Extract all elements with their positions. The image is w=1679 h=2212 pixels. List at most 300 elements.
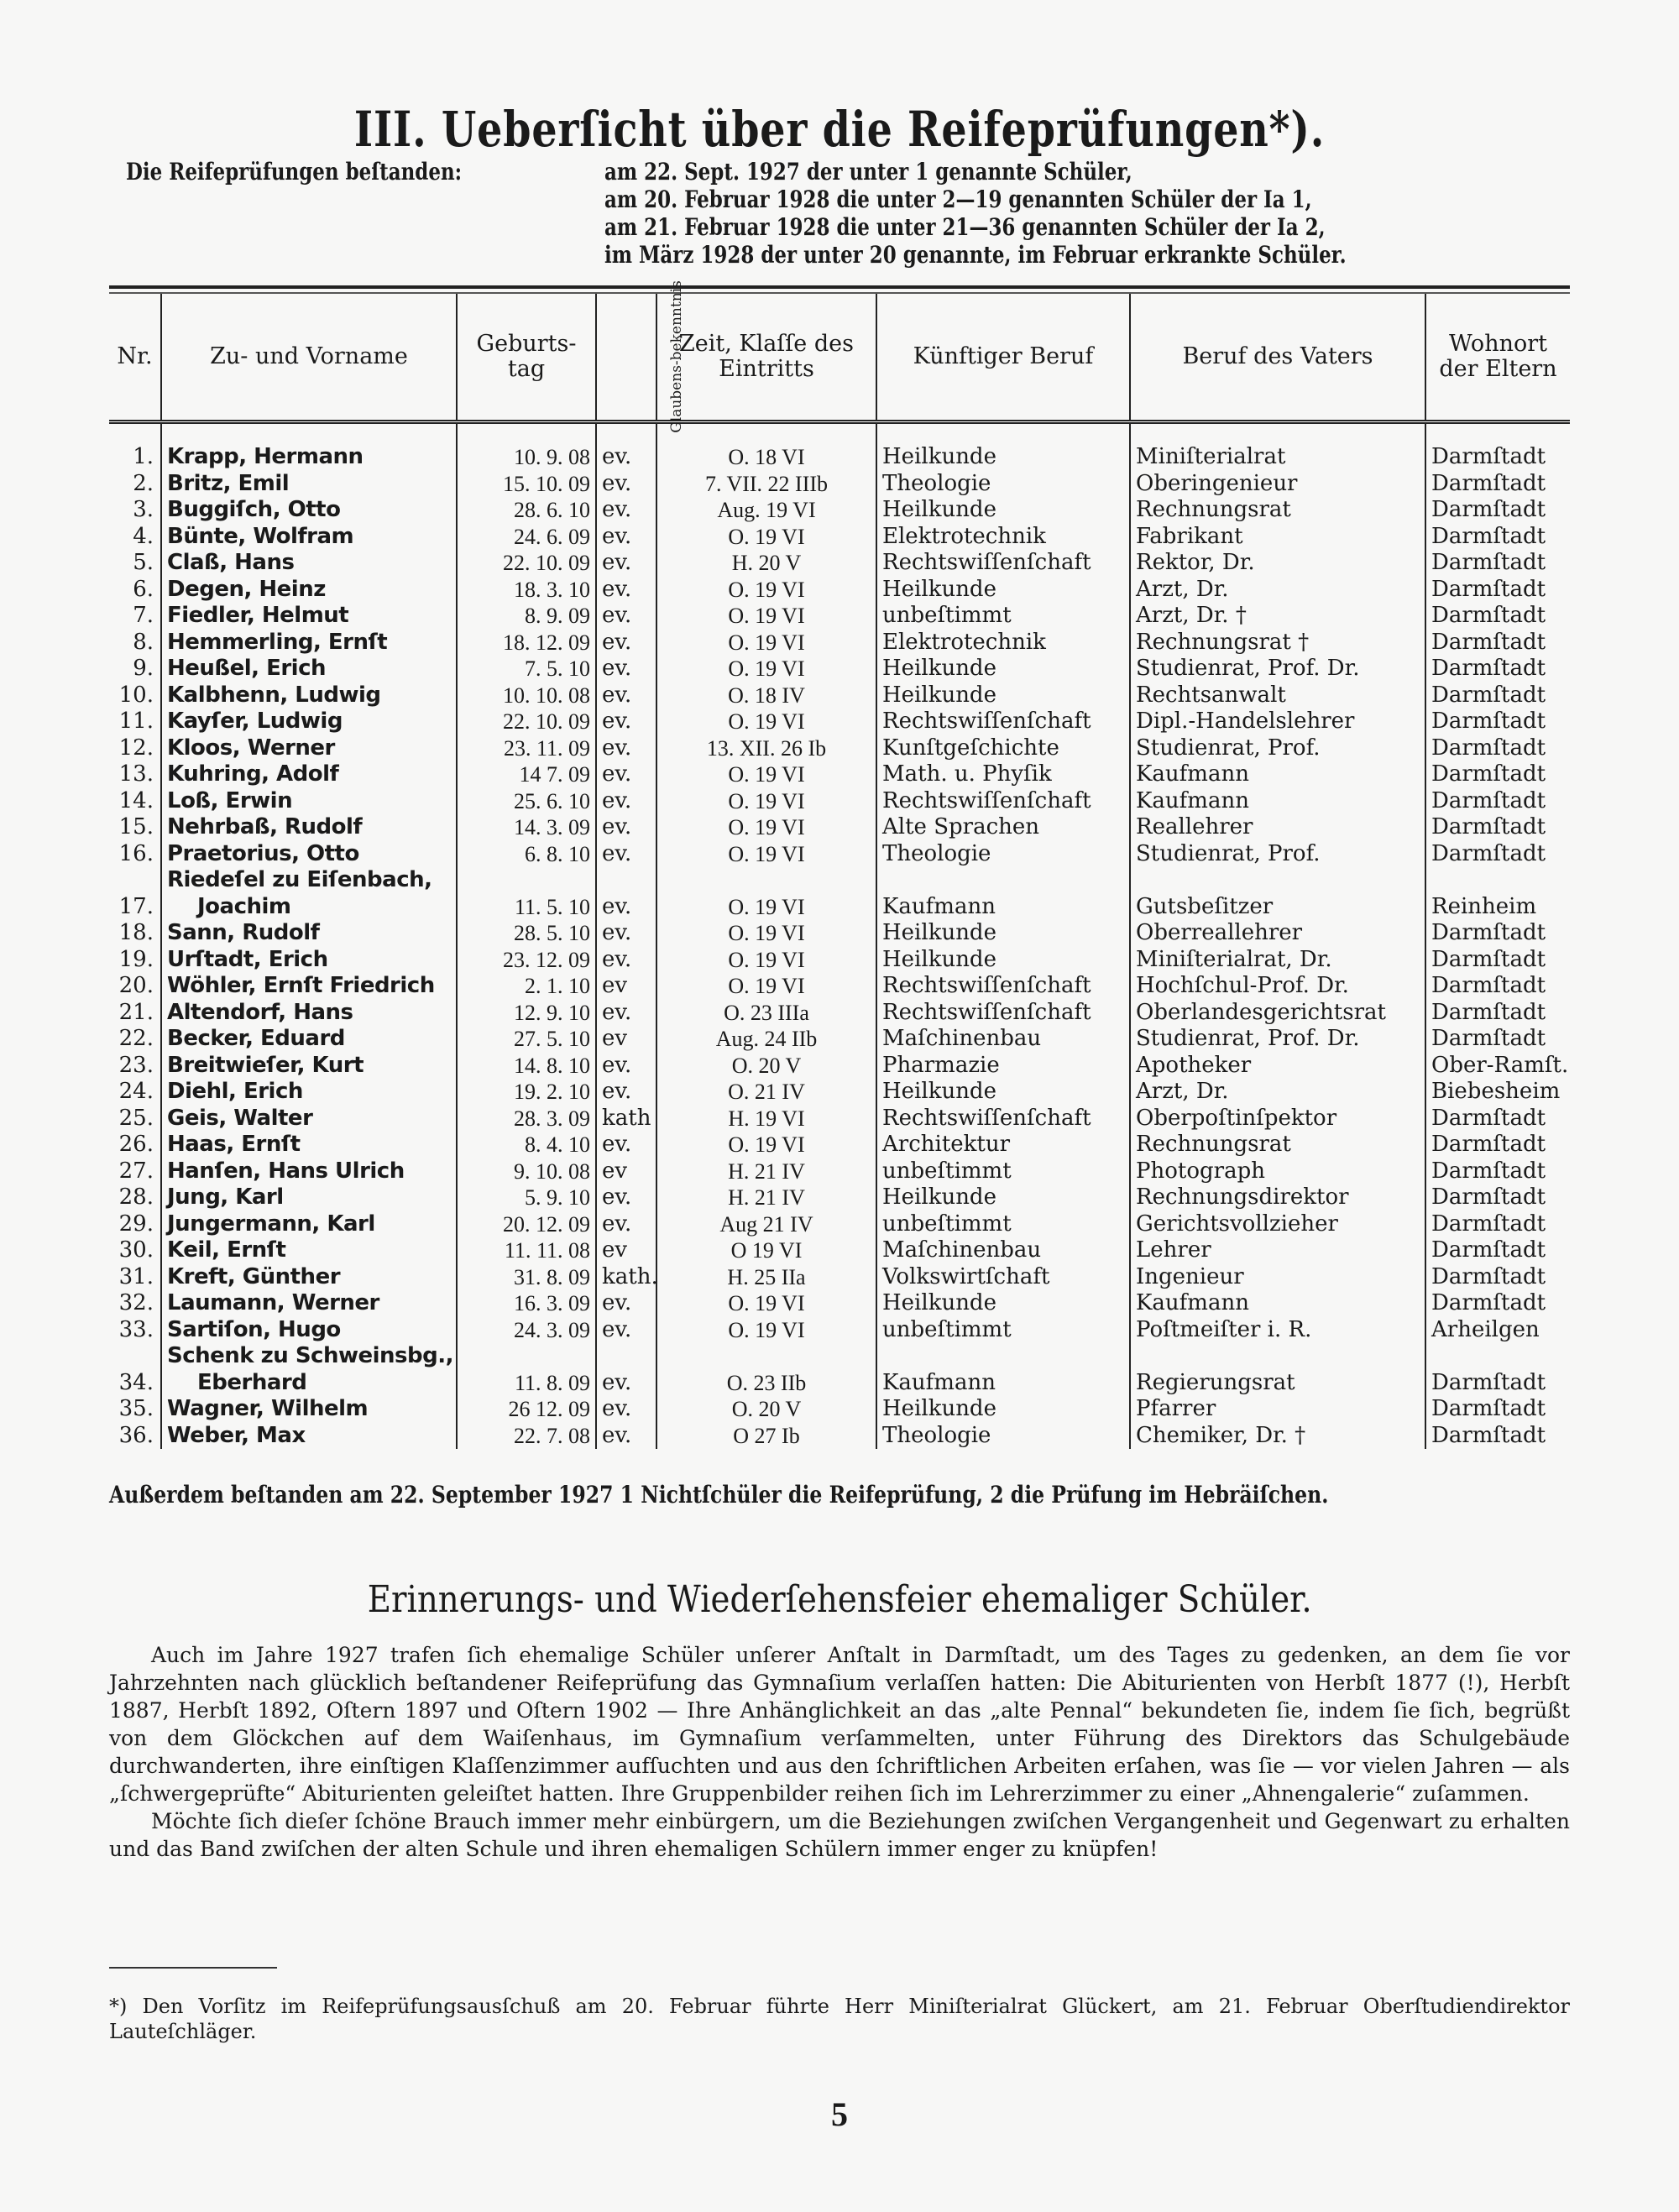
row-number: 20. xyxy=(118,973,154,998)
student-name: Urſtadt, Erich xyxy=(161,947,457,974)
student-name: Sann, Rudolf xyxy=(161,920,457,947)
col-header-entry: Zeit, Klaſſe des Eintritts xyxy=(656,294,876,422)
future-career: Rechtswiſſenſchaft xyxy=(876,788,1130,815)
table-row xyxy=(109,682,1570,709)
table-row xyxy=(109,577,1570,604)
father-occupation: Studienrat, Prof. Dr. xyxy=(1130,656,1425,682)
parents-residence: Darmſtadt xyxy=(1425,1184,1570,1211)
row-number: 4. xyxy=(133,523,154,549)
father-occupation: Hochſchul-Prof. Dr. xyxy=(1130,973,1425,1000)
birth-date: 23. 11. 09 xyxy=(457,735,596,762)
entry-class: H. 19 VI xyxy=(656,1106,876,1132)
row-number: 10. xyxy=(118,682,154,708)
father-occupation: Photograph xyxy=(1130,1158,1425,1185)
row-number: 26. xyxy=(118,1132,154,1157)
intro-line: am 22. Sept. 1927 der unter 1 genannte Schüler, xyxy=(604,158,1132,186)
row-number: 12. xyxy=(118,735,154,761)
entry-class: 13. XII. 26 Ib xyxy=(656,735,876,762)
footnote-rule xyxy=(109,1967,277,1969)
confession: ev. xyxy=(596,709,656,735)
father-occupation: Rechnungsdirektor xyxy=(1130,1184,1425,1211)
parents-residence: Darmſtadt xyxy=(1425,682,1570,709)
student-name: Kalbhenn, Ludwig xyxy=(161,682,457,709)
col-header-confession: Glaubens-bekenntnis xyxy=(596,294,656,422)
father-occupation: Studienrat, Prof. Dr. xyxy=(1130,1026,1425,1053)
future-career: unbeſtimmt xyxy=(876,1158,1130,1185)
entry-class: O. 19 VI xyxy=(656,947,876,974)
parents-residence: Darmſtadt xyxy=(1425,1000,1570,1027)
student-name: Kayſer, Ludwig xyxy=(161,709,457,735)
student-name: Breitwieſer, Kurt xyxy=(161,1053,457,1080)
father-occupation: Lehrer xyxy=(1130,1237,1425,1264)
future-career: Architektur xyxy=(876,1132,1130,1158)
confession: ev. xyxy=(596,735,656,762)
table-row xyxy=(109,709,1570,735)
entry-class: O. 19 VI xyxy=(656,1290,876,1317)
father-occupation: Ingenieur xyxy=(1130,1264,1425,1291)
student-name: Buggiſch, Otto xyxy=(161,497,457,524)
birth-date: 8. 4. 10 xyxy=(457,1132,596,1158)
parents-residence: Darmſtadt xyxy=(1425,524,1570,551)
table-header-row xyxy=(109,294,1570,422)
confession: ev. xyxy=(596,471,656,498)
birth-date: 18. 3. 10 xyxy=(457,577,596,604)
table-row xyxy=(109,1264,1570,1291)
confession: ev. xyxy=(596,1211,656,1238)
row-number: 22. xyxy=(118,1026,154,1051)
row-number: 14. xyxy=(118,787,154,813)
birth-date: 19. 2. 10 xyxy=(457,1079,596,1106)
parents-residence: Darmſtadt xyxy=(1425,1132,1570,1158)
birth-date: 22. 10. 09 xyxy=(457,709,596,735)
birth-date: 8. 9. 09 xyxy=(457,603,596,630)
parents-residence: Darmſtadt xyxy=(1425,709,1570,735)
future-career: Volkswirtſchaft xyxy=(876,1264,1130,1291)
confession: ev. xyxy=(596,603,656,630)
birth-date: 10. 9. 08 xyxy=(457,422,596,471)
confession: ev. xyxy=(596,947,656,974)
parents-residence: Darmſtadt xyxy=(1425,761,1570,788)
future-career: Heilkunde xyxy=(876,920,1130,947)
father-occupation: Poſtmeiſter i. R. xyxy=(1130,1317,1425,1344)
student-name: Jungermann, Karl xyxy=(161,1211,457,1238)
future-career: Heilkunde xyxy=(876,577,1130,604)
birth-date: 25. 6. 10 xyxy=(457,788,596,815)
birth-date: 20. 12. 09 xyxy=(457,1211,596,1238)
entry-class: O 27 Ib xyxy=(656,1423,876,1450)
confession: ev. xyxy=(596,814,656,841)
father-occupation: Rektor, Dr. xyxy=(1130,550,1425,577)
birth-date: 10. 10. 08 xyxy=(457,682,596,709)
parents-residence: Darmſtadt xyxy=(1425,947,1570,974)
table-row xyxy=(109,630,1570,656)
entry-class: O. 19 VI xyxy=(656,814,876,841)
table-row xyxy=(109,788,1570,815)
confession: ev. xyxy=(596,1423,656,1450)
future-career: Heilkunde xyxy=(876,1079,1130,1106)
student-name: Wagner, Wilhelm xyxy=(161,1396,457,1423)
father-occupation: Gerichtsvollzieher xyxy=(1130,1211,1425,1238)
student-name: Schenk zu Schweinsbg., Eberhard xyxy=(161,1343,457,1396)
birth-date: 28. 6. 10 xyxy=(457,497,596,524)
father-occupation: Oberpoſtinſpektor xyxy=(1130,1106,1425,1132)
birth-date: 18. 12. 09 xyxy=(457,630,596,656)
table-row xyxy=(109,1026,1570,1053)
parents-residence: Darmſtadt xyxy=(1425,841,1570,868)
row-number: 11. xyxy=(118,709,154,734)
future-career: Heilkunde xyxy=(876,947,1130,974)
entry-class: H. 21 IV xyxy=(656,1184,876,1211)
entry-class: H. 21 IV xyxy=(656,1158,876,1185)
entry-class: O 19 VI xyxy=(656,1237,876,1264)
father-occupation: Chemiker, Dr. † xyxy=(1130,1423,1425,1450)
row-number: 33. xyxy=(118,1316,154,1342)
birth-date: 11. 5. 10 xyxy=(457,867,596,920)
future-career: Kaufmann xyxy=(876,1343,1130,1396)
confession: ev. xyxy=(596,867,656,920)
table-row xyxy=(109,603,1570,630)
row-number: 13. xyxy=(118,761,154,787)
table-row xyxy=(109,497,1570,524)
table-row xyxy=(109,1290,1570,1317)
entry-class: O. 21 IV xyxy=(656,1079,876,1106)
future-career: Kunſtgeſchichte xyxy=(876,735,1130,762)
table-row xyxy=(109,1211,1570,1238)
parents-residence: Darmſtadt xyxy=(1425,550,1570,577)
col-header-name: Zu- und Vorname xyxy=(161,294,457,422)
birth-date: 7. 5. 10 xyxy=(457,656,596,682)
student-name: Geis, Walter xyxy=(161,1106,457,1132)
row-number: 16. xyxy=(118,840,154,866)
confession: ev. xyxy=(596,1132,656,1158)
table-body xyxy=(109,422,1570,1450)
father-occupation: Regierungsrat xyxy=(1130,1343,1425,1396)
table-row xyxy=(109,524,1570,551)
confession: ev. xyxy=(596,1317,656,1344)
row-number: 25. xyxy=(118,1105,154,1131)
future-career: Heilkunde xyxy=(876,1290,1130,1317)
table-row xyxy=(109,550,1570,577)
footnote: *) Den Vorſitz im Reifeprüfungsausſchuß am 20. Februar führte Herr Miniſterialrat Glückert, am 21. Februar Oberſtudiendirektor Lauteſchläger. xyxy=(109,1995,1570,2043)
confession: ev. xyxy=(596,1079,656,1106)
section-body xyxy=(109,1641,1570,1863)
entry-class: Aug 21 IV xyxy=(656,1211,876,1238)
student-name: Keil, Ernſt xyxy=(161,1237,457,1264)
entry-class: O. 20 V xyxy=(656,1396,876,1423)
future-career: Heilkunde xyxy=(876,1396,1130,1423)
row-number: 36. xyxy=(118,1422,154,1448)
row-number: 31. xyxy=(118,1263,154,1289)
entry-class: O. 19 VI xyxy=(656,788,876,815)
table-row xyxy=(109,735,1570,762)
student-name: Kloos, Werner xyxy=(161,735,457,762)
student-name: Altendorf, Hans xyxy=(161,1000,457,1027)
father-occupation: Gutsbeſitzer xyxy=(1130,867,1425,920)
birth-date: 2. 1. 10 xyxy=(457,973,596,1000)
paragraph: Auch im Jahre 1927 trafen ſich ehemalige Schüler unſerer Anſtalt in Darmſtadt, um des Tages zu gedenken, an dem ſie vor Jahrzehnten nach glücklich beſtandener Reifeprüfung das Gymnaſium verlaſſen hatten: Die Abiturienten von Herbſt 1877 (!), Herbſt 1887, Herbſt 1892, Oſtern 1897 und Oſtern 1902 — Ihre Anhänglichkeit an das „alte Pennal“ bekundeten ſie, indem ſie ſich, begrüßt von dem Glöckchen auf dem Waiſenhaus, im Gymnaſium verſammelten, unter Führung des Direktors das Schulgebäude durchwanderten, ihre einſtigen Klaſſenzimmer aufſuchten und aus den ſchriftlichen Arbeiten erſahen, was ſie — vor vielen Jahren — als „ſchwergeprüfte“ Abiturienten geleiſtet hatten. Ihre Gruppenbilder reihen ſich im Lehrerzimmer zu einer „Ahnengalerie“ zuſammen. xyxy=(109,1643,1570,1806)
row-number: 29. xyxy=(118,1211,154,1237)
parents-residence: Darmſtadt xyxy=(1425,656,1570,682)
future-career: Math. u. Phyſik xyxy=(876,761,1130,788)
confession: ev. xyxy=(596,1290,656,1317)
student-name: Fiedler, Helmut xyxy=(161,603,457,630)
student-name: Praetorius, Otto xyxy=(161,841,457,868)
student-name: Sartiſon, Hugo xyxy=(161,1317,457,1344)
student-name: Claß, Hans xyxy=(161,550,457,577)
entry-class: O. 19 VI xyxy=(656,603,876,630)
table-row xyxy=(109,1237,1570,1264)
confession: ev. xyxy=(596,788,656,815)
confession: ev. xyxy=(596,1000,656,1027)
table-top-rule xyxy=(109,285,1570,289)
student-name: Loß, Erwin xyxy=(161,788,457,815)
parents-residence: Darmſtadt xyxy=(1425,1237,1570,1264)
future-career: Heilkunde xyxy=(876,422,1130,471)
parents-residence: Darmſtadt xyxy=(1425,973,1570,1000)
birth-date: 14 7. 09 xyxy=(457,761,596,788)
father-occupation: Arzt, Dr. xyxy=(1130,1079,1425,1106)
table-row xyxy=(109,814,1570,841)
future-career: Theologie xyxy=(876,1423,1130,1450)
entry-class: O. 18 VI xyxy=(656,422,876,471)
table-row xyxy=(109,947,1570,974)
father-occupation: Kaufmann xyxy=(1130,788,1425,815)
confession: ev. xyxy=(596,497,656,524)
entry-class: O. 19 VI xyxy=(656,920,876,947)
entry-class: Aug. 19 VI xyxy=(656,497,876,524)
future-career: Maſchinenbau xyxy=(876,1237,1130,1264)
table-row xyxy=(109,973,1570,1000)
future-career: Heilkunde xyxy=(876,497,1130,524)
student-name: Kuhring, Adolf xyxy=(161,761,457,788)
birth-date: 14. 3. 09 xyxy=(457,814,596,841)
student-name: Hanſen, Hans Ulrich xyxy=(161,1158,457,1185)
student-name: Krapp, Hermann xyxy=(161,422,457,471)
parents-residence: Darmſtadt xyxy=(1425,577,1570,604)
entry-class: O. 19 VI xyxy=(656,1317,876,1344)
future-career: unbeſtimmt xyxy=(876,1211,1130,1238)
father-occupation: Oberlandesgerichtsrat xyxy=(1130,1000,1425,1027)
page-title: III. Ueberſicht über die Reifeprüfungen*). xyxy=(353,101,1326,158)
future-career: Theologie xyxy=(876,841,1130,868)
birth-date: 22. 7. 08 xyxy=(457,1423,596,1450)
entry-class: O. 18 IV xyxy=(656,682,876,709)
student-name: Kreft, Günther xyxy=(161,1264,457,1291)
row-number: 19. xyxy=(118,946,154,972)
birth-date: 15. 10. 09 xyxy=(457,471,596,498)
parents-residence: Darmſtadt xyxy=(1425,788,1570,815)
parents-residence: Darmſtadt xyxy=(1425,1396,1570,1423)
entry-class: H. 25 IIa xyxy=(656,1264,876,1291)
confession: ev. xyxy=(596,1053,656,1080)
student-name: Jung, Karl xyxy=(161,1184,457,1211)
parents-residence: Darmſtadt xyxy=(1425,1106,1570,1132)
future-career: Rechtswiſſenſchaft xyxy=(876,1106,1130,1132)
table-row xyxy=(109,1184,1570,1211)
father-occupation: Arzt, Dr. † xyxy=(1130,603,1425,630)
table-row xyxy=(109,1106,1570,1132)
father-occupation: Miniſterialrat, Dr. xyxy=(1130,947,1425,974)
confession: ev. xyxy=(596,761,656,788)
future-career: Heilkunde xyxy=(876,1184,1130,1211)
future-career: Rechtswiſſenſchaft xyxy=(876,550,1130,577)
table-row xyxy=(109,422,1570,471)
father-occupation: Pfarrer xyxy=(1130,1396,1425,1423)
future-career: unbeſtimmt xyxy=(876,1317,1130,1344)
birth-date: 24. 6. 09 xyxy=(457,524,596,551)
future-career: Pharmazie xyxy=(876,1053,1130,1080)
table-row xyxy=(109,1423,1570,1450)
parents-residence: Darmſtadt xyxy=(1425,1264,1570,1291)
parents-residence: Reinheim xyxy=(1425,867,1570,920)
father-occupation: Kaufmann xyxy=(1130,761,1425,788)
future-career: Kaufmann xyxy=(876,867,1130,920)
row-number: 28. xyxy=(118,1184,154,1210)
birth-date: 11. 8. 09 xyxy=(457,1343,596,1396)
row-number: 24. xyxy=(118,1079,154,1104)
confession: kath xyxy=(596,1106,656,1132)
confession: ev. xyxy=(596,1396,656,1423)
confession: ev xyxy=(596,1158,656,1185)
row-number: 9. xyxy=(133,656,154,681)
student-name: Becker, Eduard xyxy=(161,1026,457,1053)
student-name: Wöhler, Ernſt Friedrich xyxy=(161,973,457,1000)
parents-residence: Ober-Ramſt. xyxy=(1425,1053,1570,1080)
future-career: Theologie xyxy=(876,471,1130,498)
future-career: unbeſtimmt xyxy=(876,603,1130,630)
father-occupation: Oberreallehrer xyxy=(1130,920,1425,947)
paragraph: Möchte ſich dieſer ſchöne Brauch immer mehr einbürgern, um die Beziehungen zwiſchen Vergangenheit und Gegenwart zu erhalten und das Band zwiſchen der alten Schule und ihren ehemaligen Schülern immer enger zu knüpfen! xyxy=(109,1809,1570,1861)
row-number: 17. xyxy=(118,893,154,919)
confession: ev. xyxy=(596,630,656,656)
parents-residence: Darmſtadt xyxy=(1425,1158,1570,1185)
confession: ev xyxy=(596,1237,656,1264)
col-header-father: Beruf des Vaters xyxy=(1130,294,1425,422)
birth-date: 5. 9. 10 xyxy=(457,1184,596,1211)
student-name: Heußel, Erich xyxy=(161,656,457,682)
parents-residence: Arheilgen xyxy=(1425,1317,1570,1344)
future-career: Alte Sprachen xyxy=(876,814,1130,841)
birth-date: 11. 11. 08 xyxy=(457,1237,596,1264)
table-row xyxy=(109,841,1570,868)
future-career: Elektrotechnik xyxy=(876,630,1130,656)
student-name: Bünte, Wolfram xyxy=(161,524,457,551)
birth-date: 14. 8. 10 xyxy=(457,1053,596,1080)
entry-class: 7. VII. 22 IIIb xyxy=(656,471,876,498)
row-number: 2. xyxy=(133,470,154,496)
birth-date: 16. 3. 09 xyxy=(457,1290,596,1317)
birth-date: 6. 8. 10 xyxy=(457,841,596,868)
confession: ev. xyxy=(596,841,656,868)
row-number: 15. xyxy=(118,814,154,839)
confession: ev. xyxy=(596,920,656,947)
birth-date: 22. 10. 09 xyxy=(457,550,596,577)
table-row xyxy=(109,1317,1570,1344)
birth-date: 28. 3. 09 xyxy=(457,1106,596,1132)
student-name: Degen, Heinz xyxy=(161,577,457,604)
table-row xyxy=(109,1053,1570,1080)
row-number: 1. xyxy=(133,444,154,469)
parents-residence: Darmſtadt xyxy=(1425,1290,1570,1317)
row-number: 23. xyxy=(118,1052,154,1078)
future-career: Heilkunde xyxy=(876,682,1130,709)
row-number: 30. xyxy=(118,1237,154,1263)
entry-class: O. 19 VI xyxy=(656,630,876,656)
birth-date: 12. 9. 10 xyxy=(457,1000,596,1027)
future-career: Maſchinenbau xyxy=(876,1026,1130,1053)
confession: ev xyxy=(596,973,656,1000)
future-career: Rechtswiſſenſchaft xyxy=(876,709,1130,735)
intro-line: im März 1928 der unter 20 genannte, im Februar erkrankte Schüler. xyxy=(604,241,1347,269)
row-number: 27. xyxy=(118,1158,154,1184)
parents-residence: Darmſtadt xyxy=(1425,630,1570,656)
col-header-career: Künftiger Beruf xyxy=(876,294,1130,422)
table-row xyxy=(109,1396,1570,1423)
entry-class: O. 19 VI xyxy=(656,867,876,920)
student-name: Weber, Max xyxy=(161,1423,457,1450)
entry-class: H. 20 V xyxy=(656,550,876,577)
confession: ev. xyxy=(596,524,656,551)
father-occupation: Rechnungsrat xyxy=(1130,497,1425,524)
entry-class: O. 19 VI xyxy=(656,761,876,788)
father-occupation: Oberingenieur xyxy=(1130,471,1425,498)
father-occupation: Dipl.-Handelslehrer xyxy=(1130,709,1425,735)
student-name: Laumann, Werner xyxy=(161,1290,457,1317)
entry-class: O. 19 VI xyxy=(656,709,876,735)
col-header-residence: Wohnort der Eltern xyxy=(1425,294,1570,422)
intro-lead: Die Reifeprüfungen beſtanden: xyxy=(126,158,463,186)
confession: ev. xyxy=(596,577,656,604)
row-number: 32. xyxy=(118,1290,154,1315)
confession: ev xyxy=(596,1026,656,1053)
confession: ev. xyxy=(596,1343,656,1396)
father-occupation: Arzt, Dr. xyxy=(1130,577,1425,604)
father-occupation: Fabrikant xyxy=(1130,524,1425,551)
col-header-nr: Nr. xyxy=(109,294,161,422)
page-number: 5 xyxy=(831,2095,848,2133)
confession: ev. xyxy=(596,422,656,471)
student-name: Hemmerling, Ernſt xyxy=(161,630,457,656)
birth-date: 27. 5. 10 xyxy=(457,1026,596,1053)
student-name: Diehl, Erich xyxy=(161,1079,457,1106)
table-row xyxy=(109,920,1570,947)
section-heading: Erinnerungs- und Wiederſehensfeier ehemaliger Schüler. xyxy=(367,1578,1312,1621)
col-header-birth: Geburts-tag xyxy=(457,294,596,422)
confession: ev. xyxy=(596,656,656,682)
entry-class: O. 19 VI xyxy=(656,656,876,682)
entry-class: O. 20 V xyxy=(656,1053,876,1080)
father-occupation: Rechnungsrat xyxy=(1130,1132,1425,1158)
confession: ev. xyxy=(596,682,656,709)
parents-residence: Darmſtadt xyxy=(1425,471,1570,498)
student-name: Nehrbaß, Rudolf xyxy=(161,814,457,841)
table-row xyxy=(109,1132,1570,1158)
row-number: 5. xyxy=(133,550,154,575)
row-number: 6. xyxy=(133,576,154,602)
table-row xyxy=(109,1000,1570,1027)
birth-date: 28. 5. 10 xyxy=(457,920,596,947)
intro-line: am 20. Februar 1928 die unter 2—19 genannten Schüler der Ia 1, xyxy=(604,186,1312,213)
father-occupation: Kaufmann xyxy=(1130,1290,1425,1317)
row-number: 35. xyxy=(118,1396,154,1421)
row-number: 21. xyxy=(118,999,154,1025)
parents-residence: Darmſtadt xyxy=(1425,920,1570,947)
student-name: Haas, Ernſt xyxy=(161,1132,457,1158)
birth-date: 26 12. 09 xyxy=(457,1396,596,1423)
row-number: 34. xyxy=(118,1369,154,1395)
father-occupation: Rechnungsrat † xyxy=(1130,630,1425,656)
entry-class: O. 19 VI xyxy=(656,973,876,1000)
